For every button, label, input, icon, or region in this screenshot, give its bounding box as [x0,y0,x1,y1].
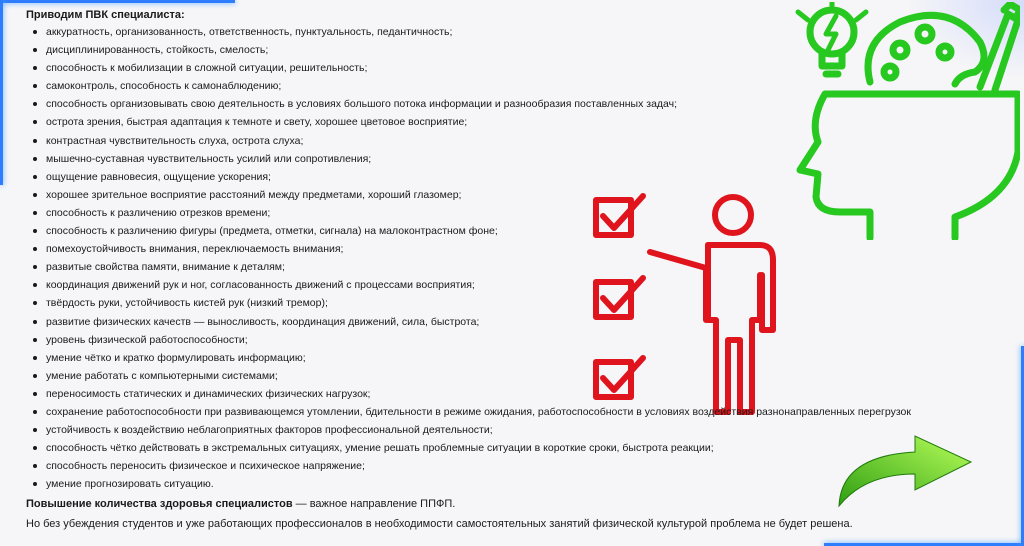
frame-line-left [0,0,3,185]
list-item: развитие физических качеств — выносливость, координация движений, сила, быстрота; [26,313,1016,331]
list-item: развитые свойства памяти, внимание к деталям; [26,258,1016,276]
list-item: умение чётко и кратко формулировать информацию; [26,349,1016,367]
list-item: самоконтроль, способность к самонаблюдению; [26,77,1016,95]
list-item: аккуратность, организованность, ответственность, пунктуальность, педантичность; [26,23,1016,41]
list-item: способность чётко действовать в экстремальных ситуациях, умение решать проблемные ситуации в короткие сроки, быстрота реакции; [26,439,1016,457]
list-item: способность организовывать свою деятельность в условиях большого потока информации и разнообразия поставленных задач; [26,95,1016,113]
list-item: умение прогнозировать ситуацию. [26,475,1016,493]
list-item: переносимость статических и динамических физических нагрузок; [26,385,1016,403]
list-item: сохранение работоспособности при развивающемся утомлении, бдительности в режиме ожидания, работоспособности в условиях воздействия разнонаправленных перегрузок [26,403,1016,421]
list-item: уровень физической работоспособности; [26,331,1016,349]
list-item: способность к различению фигуры (предмета, отметки, сигнала) на малоконтрастном фоне; [26,222,1016,240]
list-item: помехоустойчивость внимания, переключаемость внимания; [26,240,1016,258]
list-item: дисциплинированность, стойкость, смелость; [26,41,1016,59]
list-item: твёрдость руки, устойчивость кистей рук (низкий тремор); [26,294,1016,312]
footer-conclusion: Но без убеждения студентов и уже работающих профессионалов в необходимости самостоятельных занятий физической культурой проблема не будет решена. [26,518,853,531]
list-item: острота зрения, быстрая адаптация к темноте и свету, хорошее цветовое восприятие; [26,113,1016,131]
list-item: устойчивость к воздействию неблагоприятных факторов профессиональной деятельности; [26,421,1016,439]
list-item: контрастная чувствительность слуха, острота слуха; [26,132,1016,150]
footer-statement [26,495,1016,513]
frame-line-top [0,0,235,3]
list-item: хорошее зрительное восприятие расстояний между предметами, хороший глазомер; [26,186,1016,204]
list-item: способность к мобилизации в сложной ситуации, решительность; [26,59,1016,77]
content [26,9,1016,533]
list-item: координация движений рук и ног, согласованность движений с процессами восприятия; [26,276,1016,294]
list-item: ощущение равновесия, ощущение ускорения; [26,168,1016,186]
section-heading: Приводим ПВК специалиста: [26,9,185,21]
footer-bold-text: Повышение количества здоровья специалистов [26,498,293,511]
qualities-list [26,23,1016,493]
list-item: умение работать с компьютерными системами; [26,367,1016,385]
list-item: мышечно-суставная чувствительность усилий или сопротивления; [26,150,1016,168]
list-item: способность к различению отрезков времени; [26,204,1016,222]
footer-rest-text: — важное направление ППФП. [292,498,456,511]
list-item: способность переносить физическое и психическое напряжение; [26,457,1016,475]
